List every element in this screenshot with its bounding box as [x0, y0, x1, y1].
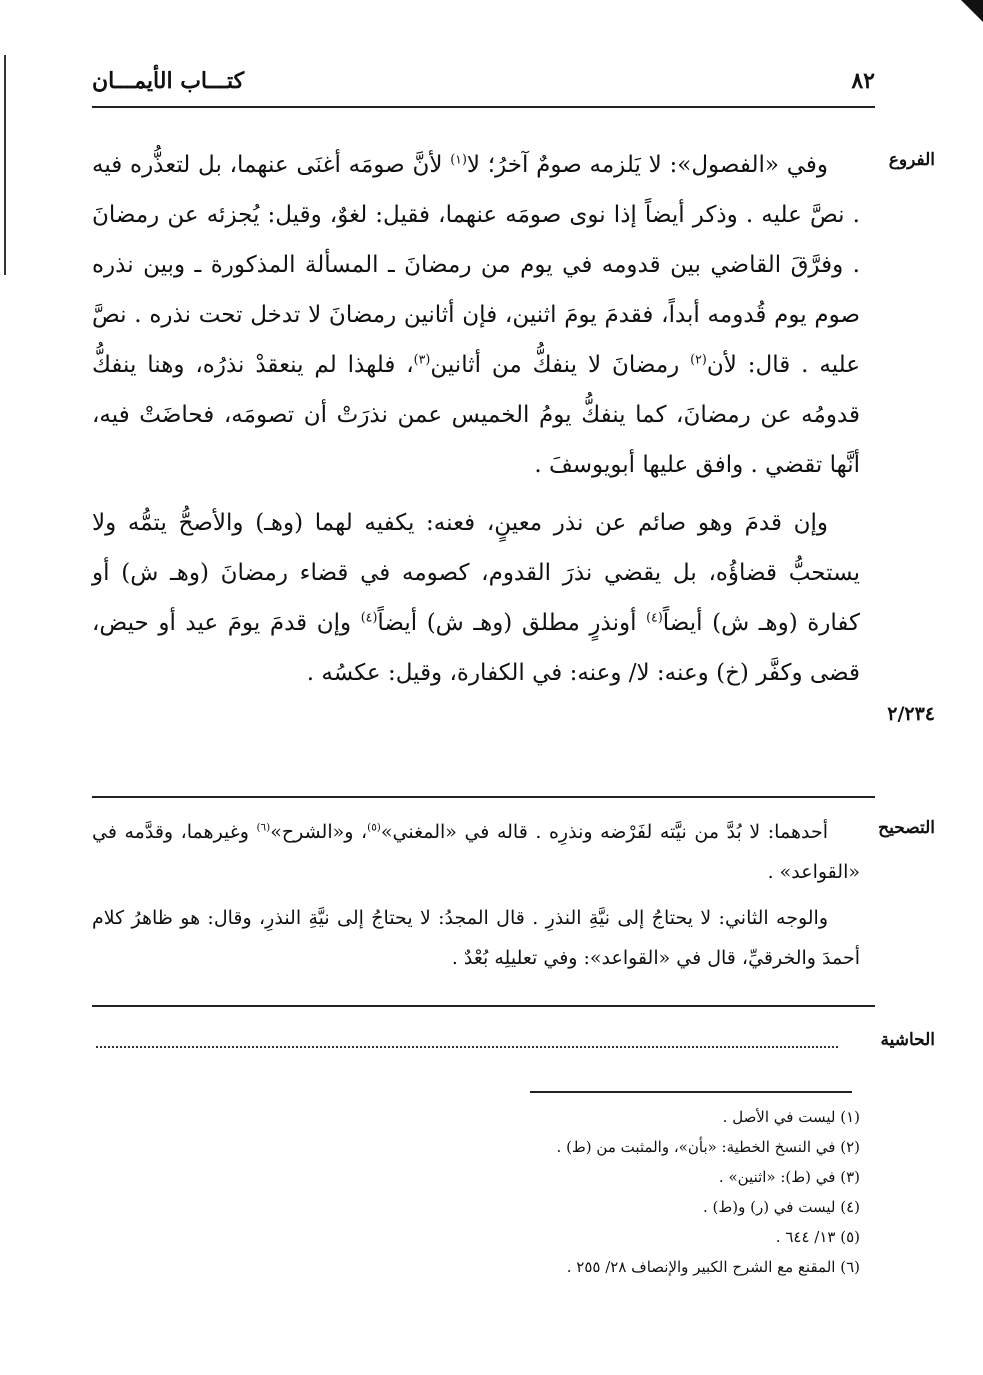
footnotes [92, 1102, 860, 1282]
footnote-rule [530, 1091, 852, 1093]
label-hashiya: الحاشية [880, 1030, 935, 1050]
header-divider [92, 106, 875, 108]
footnote-ref-4a: (٤) [646, 609, 663, 625]
footnote-ref-5: (٥) [367, 821, 381, 834]
main-text [92, 140, 860, 698]
footnote-item: (٤) ليست في (ر) و(ط) . [702, 1198, 860, 1216]
tashih-paragraph-1: أحدهما: لا بُدَّ من نيَّته لفَرْضه ونذرِه . قاله في «المغني»$^{(٥)}$، و«الشرح»$^{(٦)}$ وغيرهما، وقدَّمه في «القواعد» . [92, 821, 860, 883]
tashih-text [92, 812, 860, 978]
main-paragraph-2: وإن قدمَ وهو صائم عن نذر معينٍ، فعنه: يكفيه لهما (وهـ) والأصحُّ يتمُّه ولا يستحبُّ قضاؤُه، بل يقضي نذرَ القدوم، كصومه في قضاء رمضانَ (وهـ ش) أو كفارة (وهـ ش) أيضاً$^{(٤)}$ أونذرٍ مطلق (وهـ ش) أيضاً$^{(٤)}$ وإن قدمَ يومَ عيد أو حيض، قضى وكفَّر (خ) وعنه: لا/ وعنه: في الكفارة، وقيل: عكسُه . [92, 510, 860, 686]
main-paragraph-1: وفي «الفصول»: لا يَلزمه صومٌ آخرُ؛ لا$^{(١)}$ لأنَّ صومَه أغنَى عنهما، بل لتعذُّره فيه . نصَّ عليه . وذكر أيضاً إذا نوى صومَه عنهما، فقيل: لغوٌ، وقيل: يُجزئه عن رمضانَ . وفرَّقَ القاضي بين قدومه في يوم من رمضانَ ـ المسألة المذكورة ـ وبين نذره صوم يوم قُدومه أبداً، فقدمَ يومَ اثنين، فإن أثانين رمضانَ لا تدخل تحت نذره . نصَّ عليه . قال: لأن$^{(٢)}$ رمضانَ لا ينفكُّ من أثانين$^{(٣)}$، فلهذا لم ينعقدْ نذرُه، وهنا ينفكُّ قدومُه عن رمضانَ، كما ينفكُّ يومُ الخميس عمن نذرَتْ أن تصومَه، فحاضَتْ فيه، أنَّها تقضي . وافق عليها أبويوسفَ . [92, 151, 860, 478]
footnote-item: (٦) المقنع مع الشرح الكبير والإنصاف ٢٨/ ٢٥٥ . [566, 1258, 860, 1276]
tashih-paragraph-2: والوجه الثاني: لا يحتاجُ إلى نيَّةِ النذرِ . قال المجدُ: لا يحتاجُ إلى نيَّةِ النذرِ، وقال: هو ظاهرُ كلام أحمدَ والخرقيِّ، قال في «القواعد»: وفي تعليلِه بُعْدٌ . [92, 907, 860, 969]
footnote-ref-3: (٣) [413, 351, 431, 367]
scan-margin-line [4, 55, 6, 275]
section-divider-2 [92, 1005, 875, 1007]
book-title: كتـــاب الأيمـــان [92, 68, 245, 94]
label-tashih: التصحيح [878, 818, 935, 838]
page-number: ٨٢ [851, 68, 875, 94]
footnote-item: (٥) ١٣/ ٦٤٤ . [775, 1228, 860, 1246]
footnote-ref-4b: (٤) [360, 609, 378, 625]
scan-corner-mark [961, 0, 983, 22]
footnote-ref-1: (١) [450, 151, 467, 167]
label-furu: الفروع [888, 150, 935, 170]
section-divider [92, 796, 875, 798]
footnote-ref-2: (٢) [690, 351, 707, 367]
footnote-ref-6: (٦) [256, 821, 271, 834]
page-header [92, 68, 875, 104]
footnote-item: (١) ليست في الأصل . [722, 1108, 860, 1126]
hashiya-dotted-line [96, 1046, 838, 1048]
volume-page-marker: ٢/٢٣٤ [887, 703, 935, 725]
footnote-item: (٢) في النسخ الخطية: «بأن»، والمثبت من (ط) . [556, 1138, 860, 1156]
footnote-item: (٣) في (ط): «اثنين» . [718, 1168, 860, 1186]
